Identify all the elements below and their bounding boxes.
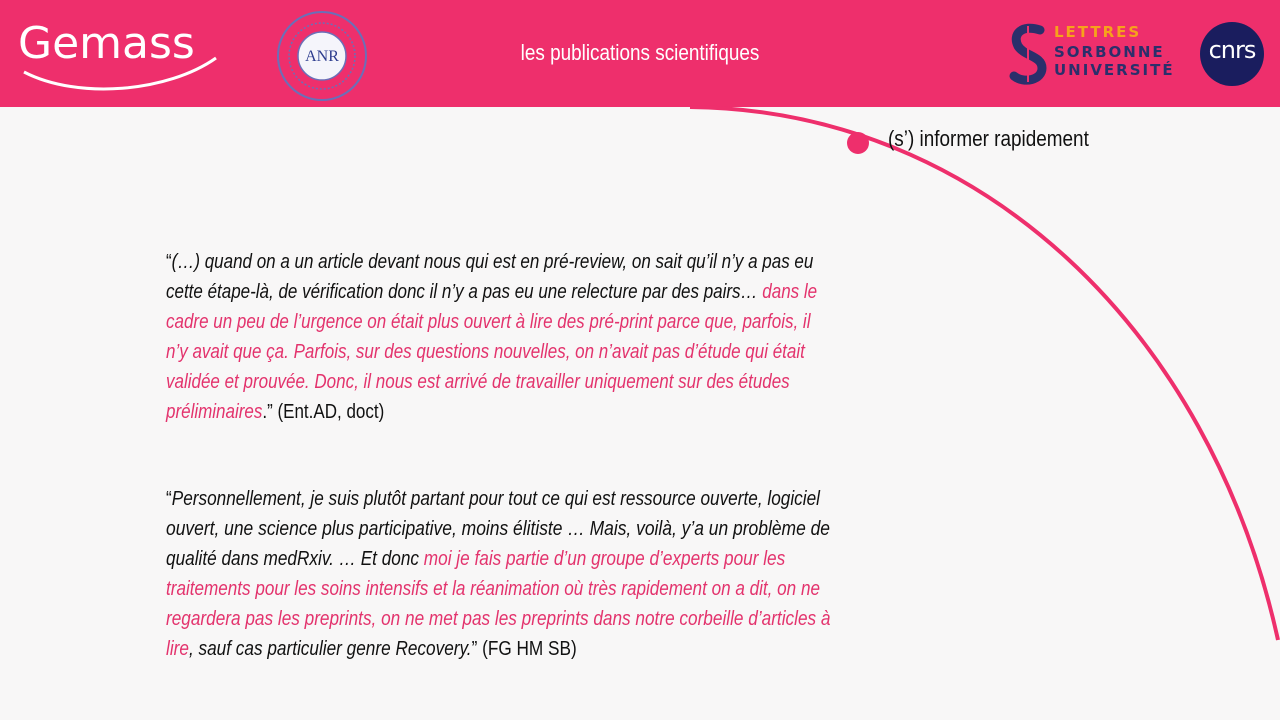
quote-1-line-3: cadre un peu de l’urgence on était plus ouvert à lire des pré-print parce que, parfois, il xyxy=(166,311,811,333)
quote-1-line-1: “(…) quand on a un article devant nous qui est en pré-review, on sait qu’il n’y a pas eu xyxy=(166,251,814,273)
quote-1-line-6: préliminaires.” (Ent.AD, doct) xyxy=(166,401,385,423)
quote-2-line-3: qualité dans medRxiv. … Et donc moi je fais partie d’un groupe d’experts pour les xyxy=(166,548,786,570)
quote-2-line-2: ouvert, une science plus participative, moins élitiste … Mais, voilà, y’a un problème de xyxy=(166,518,831,540)
quote-2-line-5: regardera pas les preprints, on ne met pas les preprints dans notre corbeille d’articles à xyxy=(166,608,831,630)
sorbonne-line-universite: UNIVERSITÉ xyxy=(1054,61,1175,79)
quote-2-line-1: “Personnellement, je suis plutôt partant pour tout ce qui est ressource ouverte, logiciel xyxy=(166,488,820,510)
sorbonne-line-lettres: LETTRES xyxy=(1054,23,1142,41)
timeline-label: (s’) informer rapidement xyxy=(888,126,1089,151)
quote-1-line-4: n’y avait que ça. Parfois, sur des questions nouvelles, on n’avait pas d’étude qui était xyxy=(166,341,805,363)
quote-2 xyxy=(166,484,976,664)
quote-1 xyxy=(166,247,956,427)
quote-1-line-5: validée et prouvée. Donc, il nous est arrivé de travailler uniquement sur des études xyxy=(166,371,790,393)
anr-seal-text: ANR xyxy=(305,48,339,65)
quote-2-open-mark: “ xyxy=(166,488,172,510)
page-title: les publications scientifiques xyxy=(520,40,760,65)
quote-1-line-2: cette étape-là, de vérification donc il n’y a pas eu une relecture par des pairs… dans le xyxy=(166,281,818,303)
cnrs-logo-text: cnrs xyxy=(1208,36,1256,64)
quote-2-line-4: traitements pour les soins intensifs et la réanimation où très rapidement on a dit, on ne xyxy=(166,578,820,600)
timeline-dot-icon xyxy=(847,132,869,154)
quote-2-citation: ” (FG HM SB) xyxy=(471,638,577,660)
quote-1-open-mark: “ xyxy=(166,251,172,273)
quote-2-line-6: lire, sauf cas particulier genre Recovery.” (FG HM SB) xyxy=(166,638,577,660)
gemass-logo-text: Gemass xyxy=(18,18,195,69)
quote-1-citation: .” (Ent.AD, doct) xyxy=(262,401,385,423)
sorbonne-line-sorbonne: SORBONNE xyxy=(1054,43,1165,61)
